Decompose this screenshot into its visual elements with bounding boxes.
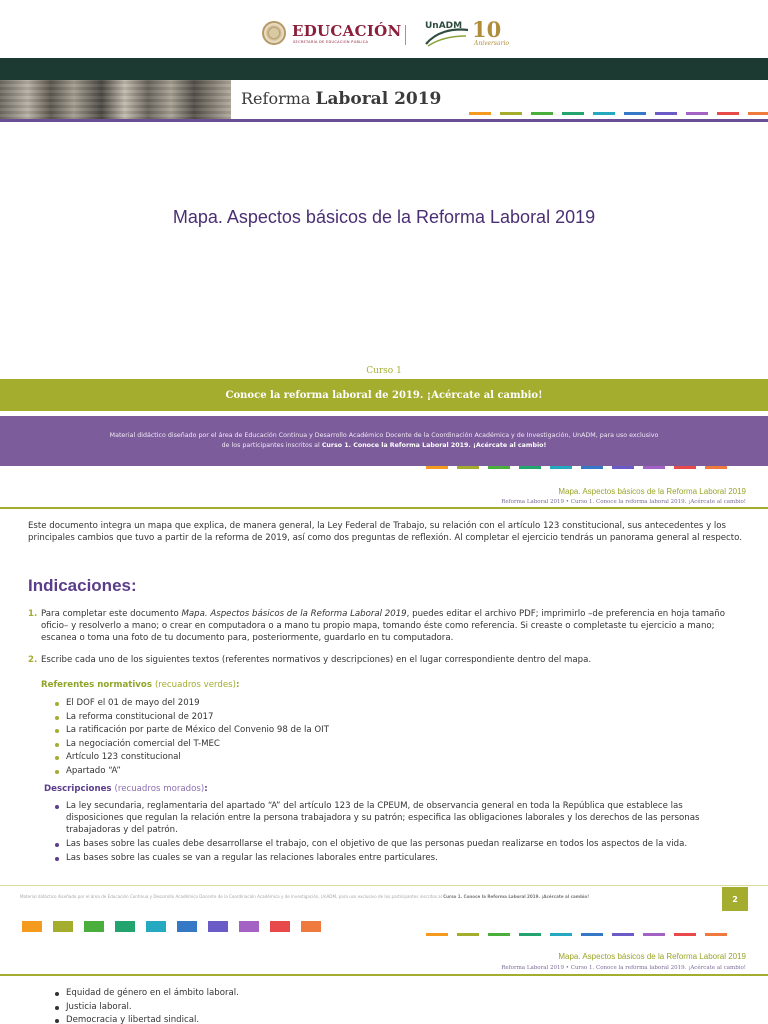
indicaciones-heading: Indicaciones:: [28, 576, 137, 595]
aniversario-number: 10: [472, 17, 502, 42]
color-swatch: [705, 466, 727, 469]
credits-line-2-text: de los participantes inscritos al: [221, 442, 320, 449]
step-1-number: 1.: [28, 609, 38, 619]
color-swatch: [748, 112, 768, 115]
mexico-seal-icon: [262, 21, 286, 45]
color-swatch: [53, 921, 73, 932]
logo-bar: [0, 0, 768, 58]
educacion-logo-subtitle: SECRETARÍA DE EDUCACIÓN PÚBLICA: [293, 40, 369, 44]
color-swatch: [519, 466, 541, 469]
color-swatch: [488, 933, 510, 936]
step-1: [28, 608, 742, 644]
list-item: Artículo 123 constitucional: [52, 751, 742, 765]
step-1-document-name: Mapa. Aspectos básicos de la Reforma Laboral 2019: [181, 609, 407, 619]
list-item: La ratificación por parte de México del Convenio 98 de la OIT: [52, 724, 742, 738]
referentes-hint: (recuadros verdes): [154, 680, 236, 690]
step-2-number: 2.: [28, 655, 38, 665]
color-swatch: [686, 112, 708, 115]
color-swatch: [469, 112, 491, 115]
banner-purple-rule: [0, 119, 768, 122]
color-swatch: [457, 466, 479, 469]
header-dark-band: [0, 58, 768, 80]
color-swatch: [519, 933, 541, 936]
descripciones-heading: Descripciones (recuadros morados):: [44, 784, 208, 794]
color-swatch: [301, 921, 321, 932]
color-swatch: [612, 466, 634, 469]
step-1-text-end: , puedes editar el archivo PDF; imprimirlo –de preferencia en hoja tamaño oficio– y resolverlo a mano; o crear en computadora o a mano tu propio mapa, tomando éste como referencia. Si creaste o completaste tu ejercicio a mano; escanea o toma una foto de tu documento para, posteriormente, guardarlo en tu computadora.: [41, 609, 726, 643]
credits-line-1: Material didáctico diseñado por el área de Educación Continua y Desarrollo Académico Docente de la Coordinación Académica y de Investigación, UnADM, para uso exclusivo: [109, 432, 659, 439]
list-item: La reforma constitucional de 2017: [52, 711, 742, 725]
color-swatch: [581, 466, 603, 469]
descripciones-label: Descripciones: [44, 784, 112, 794]
list-item: La ley secundaria, reglamentaria del apartado “A” del artículo 123 de la CPEUM, de observancia general en toda la República que establece las disposiciones que regulan la relación entre la persona trabajadora y su patrón; especifica las obligaciones laborales y los derechos de las personas trabajadoras y del patrón.: [52, 800, 742, 836]
color-swatch: [674, 933, 696, 936]
aniversario-label: Aniversario: [474, 40, 509, 47]
color-swatch: [612, 933, 634, 936]
list-item: Equidad de género en el ámbito laboral.: [52, 987, 742, 1001]
color-squares-footer: [22, 921, 321, 932]
page-3-header-subtitle: Reforma Laboral 2019 • Curso 1. Conoce la reforma laboral 2019. ¡Acércate al cambio!: [501, 965, 746, 971]
list-item: Justicia laboral.: [52, 1001, 742, 1015]
page-header-subtitle: Reforma Laboral 2019 • Curso 1. Conoce la reforma laboral 2019. ¡Acércate al cambio!: [501, 499, 746, 505]
page-3-header-rule: [0, 974, 768, 976]
list-item: Democracia y libertad sindical.: [52, 1014, 742, 1024]
descripciones-hint: (recuadros morados): [114, 784, 205, 794]
color-swatch: [550, 466, 572, 469]
footer-rule: [0, 885, 768, 886]
banner-title-light: Reforma: [241, 89, 311, 108]
banner-title-bold: Laboral 2019: [315, 89, 442, 109]
color-swatch: [22, 921, 42, 932]
credits-line-2-course: Curso 1. Conoce la Reforma Laboral 2019. ¡Acércate al cambio!: [321, 442, 547, 449]
color-swatch: [624, 112, 646, 115]
page-3-list: [52, 987, 742, 1024]
color-swatch: [717, 112, 739, 115]
color-swatch: [208, 921, 228, 932]
color-swatch: [115, 921, 135, 932]
color-swatch: [643, 466, 665, 469]
curso-title: Conoce la reforma laboral de 2019. ¡Acércate al cambio!: [225, 389, 543, 401]
page-3-header-title: Mapa. Aspectos básicos de la Reforma Laboral 2019: [558, 952, 746, 961]
curso-band: [0, 379, 768, 411]
color-swatch: [146, 921, 166, 932]
intro-paragraph: Este documento integra un mapa que explica, de manera general, la Ley Federal de Trabajo, su relación con el artículo 123 constitucional, sus antecedentes y los principales cambios que tuvo a partir de la reforma de 2019, así como dos preguntas de reflexión. Al completar el ejercicio tendrás un panorama general al respecto.: [28, 521, 742, 543]
educacion-logo: EDUCACIÓN: [292, 22, 402, 40]
referentes-label: Referentes normativos: [41, 680, 152, 690]
color-swatch: [643, 933, 665, 936]
color-swatch: [655, 112, 677, 115]
color-swatch: [500, 112, 522, 115]
footer-credits: [20, 894, 589, 899]
color-swatch: [705, 933, 727, 936]
header-banner: [0, 80, 768, 120]
color-swatch: [562, 112, 584, 115]
step-1-text: [41, 608, 742, 644]
color-swatch: [457, 933, 479, 936]
color-swatch: [550, 933, 572, 936]
page-header-title: Mapa. Aspectos básicos de la Reforma Laboral 2019: [558, 487, 746, 496]
color-swatch: [426, 466, 448, 469]
color-swatch: [270, 921, 290, 932]
descripciones-list: [52, 800, 742, 866]
page-header-rule: [0, 507, 768, 509]
color-swatch: [674, 466, 696, 469]
cover-title: Mapa. Aspectos básicos de la Reforma Laboral 2019: [172, 207, 596, 227]
credits-line-2: [222, 441, 547, 451]
color-swatch: [177, 921, 197, 932]
banner-photo-strip: [0, 80, 231, 120]
color-swatch: [84, 921, 104, 932]
list-item: El DOF el 01 de mayo del 2019: [52, 697, 742, 711]
list-item: Las bases sobre las cuales se van a regular las relaciones laborales entre particulares.: [52, 852, 742, 864]
color-swatch: [593, 112, 615, 115]
logo-divider: [405, 25, 406, 45]
color-swatch: [531, 112, 553, 115]
footer-credits-course: Curso 1. Conoce la Reforma Laboral 2019. ¡Acércate al cambio!: [443, 894, 590, 899]
color-swatch: [488, 466, 510, 469]
unadm-logo: UnADM: [425, 21, 463, 31]
color-swatch: [581, 933, 603, 936]
referentes-heading: Referentes normativos (recuadros verdes):: [41, 680, 240, 690]
referentes-list: [52, 697, 742, 778]
curso-label: Curso 1: [366, 366, 402, 376]
banner-title: [241, 89, 441, 109]
page-number-badge: 2: [722, 887, 748, 911]
list-item: Las bases sobre las cuales debe desarrollarse el trabajo, con el objetivo de que las personas puedan realizarse en todos los aspectos de la vida.: [52, 838, 742, 850]
step-1-text-start: Para completar este documento: [41, 609, 179, 619]
step-2: [28, 654, 742, 666]
credits-band: [0, 416, 768, 466]
footer-credits-text: Material didáctico diseñado por el área de Educación Continua y Desarrollo Académico Docente de la Coordinación Académica y de Investigación, UnADM, para uso exclusivo de los participantes inscritos al: [20, 894, 442, 899]
color-dashes-cover: [426, 466, 727, 469]
list-item: Apartado “A”: [52, 765, 742, 779]
step-2-text: Escribe cada uno de los siguientes textos (referentes normativos y descripciones) en el lugar correspondiente dentro del mapa.: [41, 655, 592, 665]
color-swatch: [426, 933, 448, 936]
color-dashes-banner: [469, 112, 768, 115]
list-item: La negociación comercial del T-MEC: [52, 738, 742, 752]
color-swatch: [239, 921, 259, 932]
color-dashes-footer: [426, 933, 727, 936]
